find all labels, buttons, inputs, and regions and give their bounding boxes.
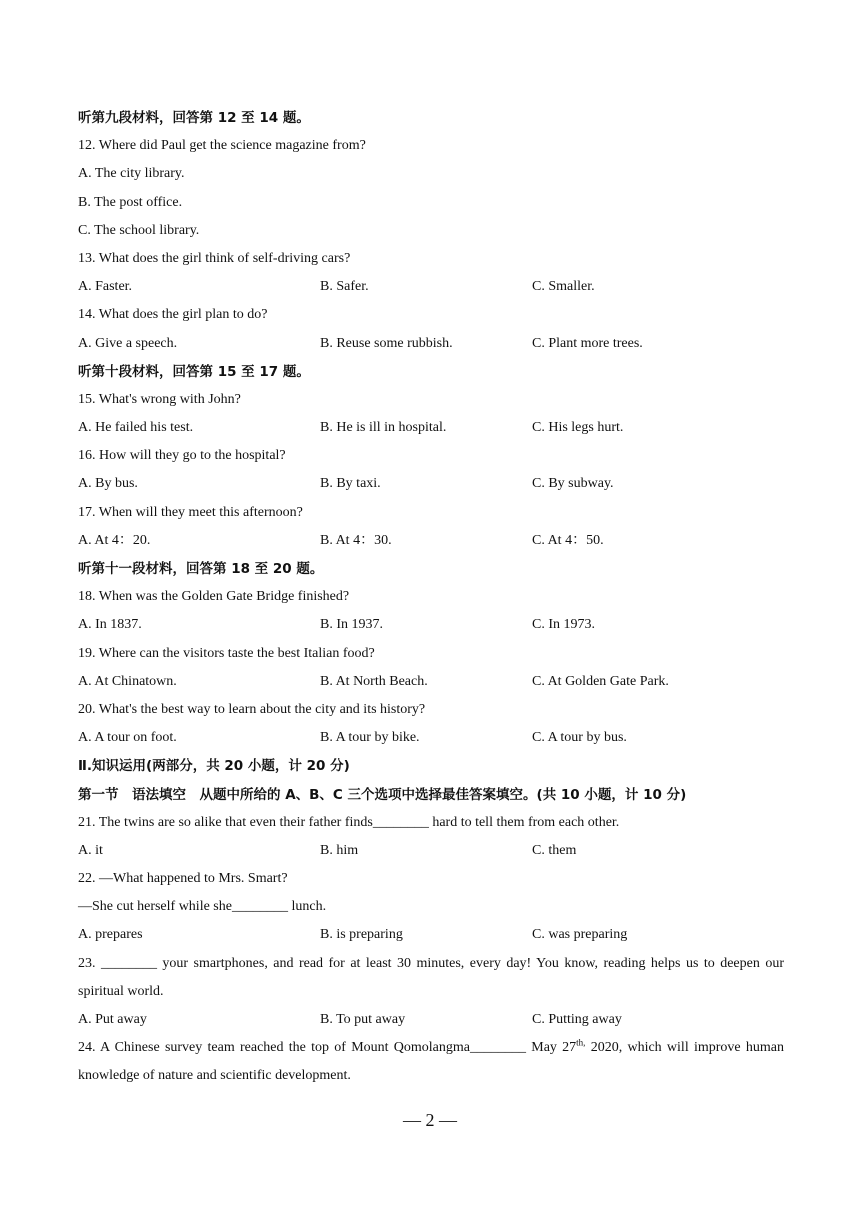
option-b: B. In 1937. [320,617,383,633]
options-row [78,330,784,358]
options-row [78,611,784,639]
question-text-end: 2020, which will improve human knowledge of nature and scientific development. [78,1040,784,1084]
section-heading: 听第十一段材料，回答第 18 至 20 题。 [78,561,324,577]
question-paragraph [78,1034,784,1090]
question-stem: 15. What's wrong with John? [78,391,241,407]
question-stem: 17. When will they meet this afternoon? [78,504,303,520]
question-stem: 16. How will they go to the hospital? [78,448,286,464]
option-a: A. Give a speech. [78,335,178,351]
option-b: B. A tour by bike. [320,730,420,746]
page-number: — 2 — [403,1110,457,1130]
question-stem: 19. Where can the visitors taste the best Italian food? [78,645,375,661]
option-c: C. Putting away [532,1012,622,1028]
option-b: B. him [320,842,359,858]
question-stem: 12. Where did Paul get the science magazine from? [78,138,366,154]
option-c: C. His legs hurt. [532,420,624,436]
option-c: C. Plant more trees. [532,335,643,351]
options-row [78,1006,784,1034]
options-row [78,837,784,865]
option-a: A. Faster. [78,279,133,295]
option-b: B. Reuse some rubbish. [320,335,453,351]
question-stem: 14. What does the girl plan to do? [78,307,268,323]
option-a: A. it [78,842,103,858]
options-row [78,921,784,949]
option-c: C. In 1973. [532,617,595,633]
options-row [78,470,784,498]
option-c: C. At 4：50. [532,532,604,548]
option-b: B. By taxi. [320,476,381,492]
question-stem: 21. The twins are so alike that even their father finds________ hard to tell them from each other. [78,814,620,830]
option-c: C. them [532,842,577,858]
question-stem: 13. What does the girl think of self-driving cars? [78,250,351,266]
section-heading: 听第十段材料，回答第 15 至 17 题。 [78,363,310,380]
question-stem: 22. —What happened to Mrs. Smart? [78,871,288,887]
option-a: A. A tour on foot. [78,730,177,746]
options-row [78,414,784,442]
option-c: C. A tour by bus. [532,730,627,746]
section-heading: 听第九段材料，回答第 12 至 14 题。 [78,110,310,126]
exam-page [78,104,784,1091]
option-b: B. Safer. [320,279,369,295]
answer-line: C. The school library. [78,222,200,238]
question-paragraph: 23. ________ your smartphones, and read for at least 30 minutes, every day! You know, reading helps us to deepen our spiritual world. [78,955,784,999]
section-heading: 第一节 语法填空 从题中所给的 A、B、C 三个选项中选择最佳答案填空。(共 10 小题，计 10 分) [78,786,687,803]
option-a: A. Put away [78,1012,147,1028]
option-b: B. He is ill in hospital. [320,420,447,436]
option-c: C. Smaller. [532,279,595,295]
question-stem: 18. When was the Golden Gate Bridge finished? [78,589,350,605]
option-b: B. At 4：30. [320,532,392,548]
option-a: A. At 4：20. [78,532,151,548]
answer-line: B. The post office. [78,194,183,210]
option-c: C. By subway. [532,476,614,492]
option-b: B. At North Beach. [320,673,428,689]
section-heading: Ⅱ.知识运用(两部分，共 20 小题，计 20 分) [78,758,350,775]
option-b: B. is preparing [320,927,403,943]
options-row [78,273,784,301]
options-row [78,527,784,555]
ordinal-suffix: th, [576,1037,586,1048]
option-a: A. At Chinatown. [78,673,177,689]
option-c: C. was preparing [532,927,628,943]
question-text-start: 24. A Chinese survey team reached the top of Mount Qomolangma________ May 27 [78,1040,577,1056]
option-a: A. By bus. [78,476,138,492]
option-a: A. In 1837. [78,617,142,633]
options-row [78,668,784,696]
answer-line: —She cut herself while she________ lunch. [78,899,327,915]
option-a: A. He failed his test. [78,420,194,436]
question-stem: 20. What's the best way to learn about the city and its history? [78,701,426,717]
answer-line: A. The city library. [78,166,185,182]
option-c: C. At Golden Gate Park. [532,673,669,689]
option-a: A. prepares [78,927,143,943]
option-b: B. To put away [320,1012,406,1028]
options-row [78,724,784,752]
